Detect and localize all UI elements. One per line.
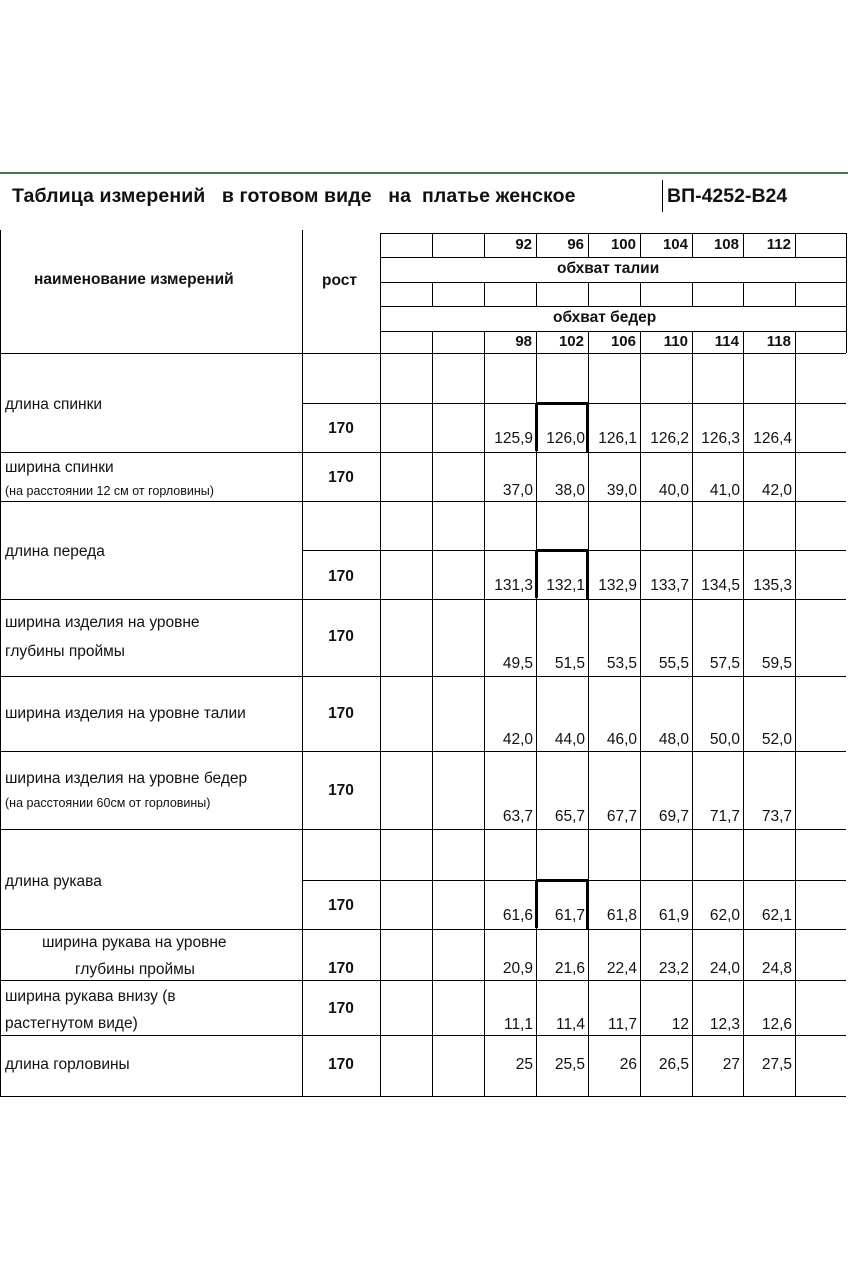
measurement-value: 24,8 [761, 960, 792, 977]
measurement-value: 46,0 [606, 731, 637, 748]
measurement-value: 25,5 [554, 1056, 585, 1073]
measurement-value: 69,7 [658, 808, 689, 825]
row-border [0, 353, 846, 354]
table-left-border [0, 230, 1, 1096]
col-border [743, 282, 744, 306]
measurement-value: 38,0 [554, 482, 585, 499]
row-height: 170 [328, 469, 354, 486]
row-label-line2: глубины проймы [75, 961, 195, 978]
row-label: ширина изделия на уровне талии [5, 705, 246, 722]
header-waist-label: обхват талии [557, 260, 660, 277]
row-border [0, 1035, 846, 1036]
measurement-value: 42,0 [761, 482, 792, 499]
row-label-line2: растегнутом виде) [5, 1015, 138, 1032]
measurement-value: 132,9 [598, 577, 637, 594]
header-hips-label: обхват бедер [553, 309, 657, 326]
row-label: ширина рукава на уровне [42, 934, 227, 951]
waist-size-96: 96 [567, 236, 584, 253]
cell-marker [536, 402, 588, 405]
measurement-value: 126,3 [701, 430, 740, 447]
col-border [536, 282, 537, 306]
measurement-value: 24,0 [709, 960, 740, 977]
measurement-value: 62,1 [761, 907, 792, 924]
row-height: 170 [328, 1056, 354, 1073]
row-label-line2: глубины проймы [5, 643, 125, 660]
hip-size-106: 106 [610, 333, 636, 350]
header-hline [380, 282, 846, 283]
measurement-value: 126,1 [598, 430, 637, 447]
measurement-value: 126,2 [650, 430, 689, 447]
row-border [0, 829, 846, 830]
measurement-value: 42,0 [502, 731, 533, 748]
measurement-value: 63,7 [502, 808, 533, 825]
measurement-value: 61,9 [658, 907, 689, 924]
col-border [846, 233, 847, 353]
col-border [432, 331, 433, 353]
col-border [640, 353, 641, 1096]
measurement-value: 126,4 [753, 430, 792, 447]
col-border [588, 353, 589, 1096]
row-label: длина спинки [5, 396, 103, 413]
col-border [795, 282, 796, 306]
measurement-value: 61,6 [502, 907, 533, 924]
row-height: 170 [328, 568, 354, 585]
col-border [432, 282, 433, 306]
hip-size-114: 114 [714, 333, 739, 350]
row-height: 170 [328, 897, 354, 914]
row-height: 170 [328, 705, 354, 722]
measurement-value: 135,3 [753, 577, 792, 594]
col-border [588, 282, 589, 306]
hip-size-110: 110 [663, 333, 688, 350]
col-border [795, 353, 796, 1096]
measurement-value: 125,9 [494, 430, 533, 447]
col-border [536, 353, 537, 1096]
measurement-value: 37,0 [502, 482, 533, 499]
row-border [0, 929, 846, 930]
measurement-value: 55,5 [658, 655, 689, 672]
row-height: 170 [328, 782, 354, 799]
col-border [640, 282, 641, 306]
row-border [0, 1096, 846, 1097]
measurement-value: 39,0 [606, 482, 637, 499]
row-border [0, 452, 846, 453]
hip-size-102: 102 [558, 333, 584, 350]
measurement-value: 23,2 [658, 960, 689, 977]
header-hline [380, 306, 846, 307]
measurement-value: 73,7 [761, 808, 792, 825]
col-border [692, 353, 693, 1096]
col-border [692, 282, 693, 306]
measurement-value: 61,8 [606, 907, 637, 924]
measurement-value: 25 [515, 1056, 533, 1073]
row-label: ширина изделия на уровне бедер [5, 770, 248, 787]
row-height: 170 [328, 1000, 354, 1017]
waist-size-108: 108 [713, 236, 739, 253]
col-border [432, 353, 433, 1096]
row-border [0, 501, 846, 502]
row-label: длина переда [5, 543, 105, 560]
measurement-value: 71,7 [709, 808, 740, 825]
measurement-value: 65,7 [554, 808, 585, 825]
cell-marker [536, 879, 588, 882]
col-border [432, 233, 433, 257]
waist-size-104: 104 [662, 236, 688, 253]
row-border [0, 599, 846, 600]
measurement-value: 21,6 [554, 960, 585, 977]
header-name-column: наименование измерений [34, 271, 234, 288]
measurement-value: 27 [722, 1056, 740, 1073]
measurement-value: 134,5 [701, 577, 740, 594]
row-height: 170 [328, 960, 354, 977]
measurement-value: 27,5 [761, 1056, 792, 1073]
measurement-value: 59,5 [761, 655, 792, 672]
row-label: длина горловины [5, 1056, 130, 1073]
measurement-value: 133,7 [650, 577, 689, 594]
waist-size-100: 100 [610, 236, 636, 253]
measurement-value: 26 [619, 1056, 637, 1073]
row-height: 170 [328, 420, 354, 437]
measurement-value: 12,3 [709, 1016, 740, 1033]
article-number: ВП-4252-В24 [662, 180, 787, 212]
measurement-value: 62,0 [709, 907, 740, 924]
col-border [484, 353, 485, 1096]
page-title: Таблица измерений в готовом виде на платье женское [12, 185, 576, 207]
waist-size-112: 112 [766, 236, 791, 253]
measurement-value: 53,5 [606, 655, 637, 672]
waist-size-92: 92 [515, 236, 532, 253]
measurement-value: 11,4 [555, 1016, 585, 1033]
row-border [0, 676, 846, 677]
row-note: (на расстоянии 60см от горловины) [5, 796, 211, 810]
measurement-value: 61,7 [554, 907, 585, 924]
col-border [380, 233, 381, 1096]
row-border [0, 980, 846, 981]
measurement-value: 40,0 [658, 482, 689, 499]
row-border [0, 751, 846, 752]
measurement-value: 52,0 [761, 731, 792, 748]
col-border [743, 353, 744, 1096]
measurement-value: 48,0 [658, 731, 689, 748]
header-hline [380, 257, 846, 258]
measurement-value: 51,5 [554, 655, 585, 672]
measurement-value: 50,0 [709, 731, 740, 748]
measurement-value: 41,0 [709, 482, 740, 499]
row-label: ширина спинки [5, 459, 114, 476]
row-label: ширина рукава внизу (в [5, 988, 176, 1005]
measurement-value: 131,3 [494, 577, 533, 594]
measurement-value: 22,4 [606, 960, 637, 977]
col-border [484, 282, 485, 306]
header-height-column: рост [322, 272, 357, 289]
measurement-value: 12 [671, 1016, 689, 1033]
cell-marker [536, 549, 588, 552]
measurement-value: 11,7 [607, 1016, 637, 1033]
hip-size-118: 118 [766, 333, 791, 350]
measurement-value: 26,5 [658, 1056, 689, 1073]
measurement-value: 126,0 [546, 430, 585, 447]
measurement-value: 57,5 [709, 655, 740, 672]
measurement-value: 67,7 [606, 808, 637, 825]
hip-size-98: 98 [515, 333, 532, 350]
measurement-value: 12,6 [761, 1016, 792, 1033]
row-label: ширина изделия на уровне [5, 614, 200, 631]
measurement-value: 49,5 [502, 655, 533, 672]
measurement-value: 132,1 [546, 577, 585, 594]
col-border [795, 233, 796, 257]
col-border [795, 331, 796, 353]
measurement-value: 11,1 [503, 1016, 533, 1033]
measurement-value: 20,9 [502, 960, 533, 977]
header-hline [380, 233, 846, 234]
row-height: 170 [328, 628, 354, 645]
measurement-value: 44,0 [554, 731, 585, 748]
row-label: длина рукава [5, 873, 102, 890]
row-note: (на расстоянии 12 см от горловины) [5, 484, 214, 498]
